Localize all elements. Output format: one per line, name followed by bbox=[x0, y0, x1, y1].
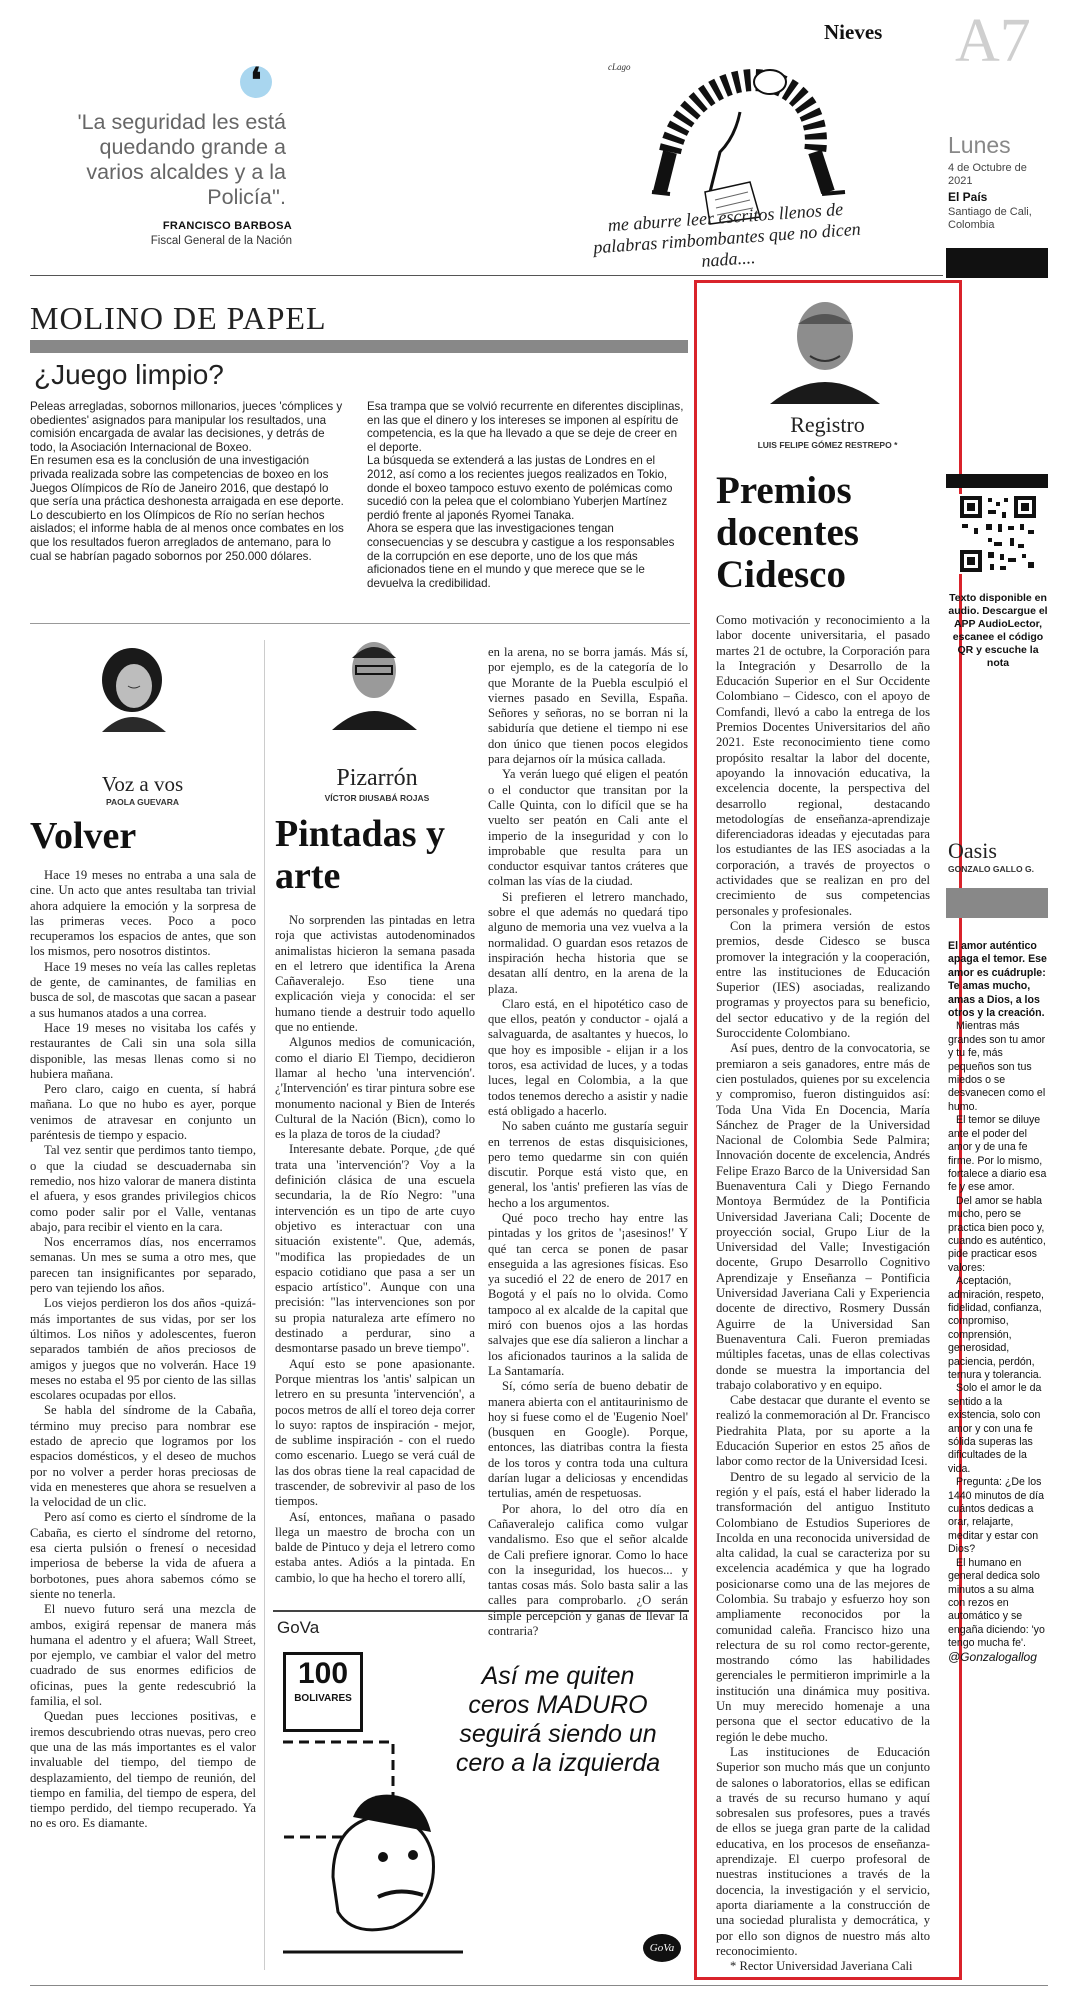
pintadas-paragraph: Algunos medios de comunicación, como el diario El Tiempo, decidieron llamar al hecho 'una intervención'. ¿'Intervención' es tirar pintura sobre ese monumento nacional y Bien de Interés Cultural de la Nación (Bicn), como lo es la plaza de toros de la ciudad? bbox=[275, 1035, 476, 1142]
gova-box bbox=[273, 1610, 689, 1965]
volver-author: PAOLA GUEVARA bbox=[105, 797, 180, 807]
pintadas-paragraph: Claro está, en el hipotético caso de que ellos, peatón y conductor - ojalá a salvaguarda, de asaltantes y huecos, lo que hoy es imposible - elijan ir a los toros, esa actividad de luces, y a todas luces, legal en Colombia, a la que todos tenemos derecho a asistir y nadie está obligado a hacerlo. bbox=[488, 996, 688, 1118]
oasis-paragraph: Aceptación, admiración, respeto, fidelidad, confianza, compromiso, comprensión, generosidad, paciencia, perdón, ternura y tolerancia. bbox=[948, 1275, 1044, 1381]
quote-role: Fiscal General de la Nación bbox=[150, 235, 292, 247]
gova-bill bbox=[283, 1652, 363, 1732]
page-number: A7 bbox=[955, 7, 1031, 75]
issue-date: 4 de Octubre de 2021 bbox=[948, 162, 1027, 187]
volver-paragraph: Hace 19 meses no veía las calles repletas de gente, de caminantes, de familias en busca de sol, de mascotas que sacan a pasear a sus humanos atados a una correa. bbox=[30, 959, 256, 1020]
volver-paragraph: Pero claro, caigo en cuenta, sí habrá mañana. Lo que no hubo es ayer, porque venimos de atravesar en conjunto un paréntesis de tiempo y espacio. bbox=[30, 1082, 256, 1143]
header-black-bar bbox=[946, 248, 1048, 278]
pintadas-body-col2 bbox=[488, 645, 688, 1639]
header-cartoon bbox=[560, 42, 890, 274]
volver-paragraph: Quedan pues lecciones positivas, e iremos descubriendo otras nuevas, pero creo que una de las más importantes es el valor invaluable del tiempo, del tiempo de desplazamiento, del tiempo de reunión, del tiempo en familia, del tiempo de espera, del tiempo perdido, del tiempo recuperado. Ya no es oro. Es diamante. bbox=[30, 1709, 256, 1831]
registro-headline: Premios docentes Cidesco bbox=[716, 469, 859, 596]
issue-day: Lunes bbox=[948, 132, 1011, 158]
molino-section-title: MOLINO DE PAPEL bbox=[30, 300, 327, 336]
pintadas-column-name: Pizarrón bbox=[336, 765, 418, 791]
registro-paragraph: Como motivación y reconocimiento a la labor docente universitaria, el pasado martes 21 de octubre, la Corporación para la Integración y Desarrollo de la Educación Superior en el Sur Occidente Colombiano – Cidesco, con el apoyo de Comfandi, llevó a cabo la entrega de los Premios Docentes Universitarios del año 2021. Este reconocimiento tiene como propósito resaltar la labor del docente, apoyando la innovación educativa, la excelencia docente, la perspectiva del desarrollo regional, destacando metodologías de enseñanza-aprendizaje diferenciadoras ideadas y ejecutadas para los estudiantes de las IES asociadas a la corporación, a través de proyectos o actividades que se realizan en pro del crecimiento de sus competencias personales y profesionales. bbox=[716, 613, 930, 918]
quote-icon: ❛ bbox=[240, 66, 272, 98]
luis-felipe-portrait bbox=[770, 286, 880, 404]
pintadas-paragraph: Por ahora, lo del otro día en Cañaveralejo califica como vulgar vandalismo. Eso que el señor alcalde de Cali prefiere ignorar. Como lo hace con la inseguridad, los huecos... y tantas cosas más. Solo basta salir a las calles para comprobarlo. ¿O serán simple percepción y ganas de llevar la contraria? bbox=[488, 1501, 688, 1638]
pintadas-paragraph: Así, entonces, mañana o pasado llega un maestro de brocha con un balde de Pintuco y deja el letrero como estaba antes. Adiós a la pintada. En cambio, lo que ha hecho el torero allí, bbox=[275, 1509, 475, 1585]
oasis-paragraph: El humano en general dedica solo minutos a su alma con rezos en automático y se engaña diciendo: 'yo tengo mucha fe'. bbox=[948, 1556, 1045, 1650]
registro-paragraph: Así pues, dentro de la convocatoria, se premiaron a seis ganadores, entre más de cien postulados, quienes por su excelencia y compromiso, fueron distinguidos así: Toda Una Vida En Docencia, María Sánchez de Prager de la Universidad Nacional de Colombia Sede Palmira; Innovación docente de excelencia, Andrés Felipe Erazo Barco de la Universidad San Buenaventura Cali y Diego Fernando Montoya Bermúdez de la Pontificia Universidad Javeriana Cali; Docente de proyección social, Grupo Liur de la Universidad del Valle; Investigación docente, Grupo Desarrollo Cognitivo Aprendizaje y Enseñanza – Pontificia Universidad Javeriana Cali y Experiencia docente de directivo, Rosmery Dussán Aguirre de la Universidad San Buenaventura Cali. Fueron premiadas múltiples facetas, unas de ellas colectivas donde se muestra la importancia del trabajo colaborativo y en equipo. bbox=[716, 1041, 930, 1392]
paper-city: Santiago de Cali, Colombia bbox=[948, 206, 1032, 231]
volver-body bbox=[30, 868, 256, 1832]
pintadas-paragraph: Aquí esto se pone apasionante. Porque mientras los 'antis' salpican un letrero en su presunta 'intervención', a pocos metros de allí el toreo deja correr lo suyo: raptos de inspiración - mejor, de sublime inspiración - con el ruedo como escenario. Luego se verá cuál de las dos obras tiene la real capacidad de trascender, de sobrevivir al paso de los tiempos. bbox=[275, 1356, 475, 1509]
column-divider bbox=[264, 640, 265, 1970]
gova-title: GoVa bbox=[277, 1618, 320, 1637]
pintadas-paragraph: Interesante debate. Porque, ¿de qué trata una 'intervención'? Voy a la definición clásica de una escuela secundaria, la de Río Negro: "una intervención es un tipo de arte cuyo objetivo es interactuar con una situación existente". Que, además, "modifica las propiedades de un espacio cotidiano que pasa a ser un espacio artístico". Aunque con una precisión: "las intervenciones son por su propia naturaleza arte efímero no destinado a perdurar, sino a desmontarse pasado un breve tiempo". bbox=[275, 1142, 475, 1356]
pintadas-paragraph: Qué poco trecho hay entre las pintadas y los gritos de '¡asesinos!' Y qué tan cerca se ponen de pasar enseguida a las agresiones físicas. Eso ya sucedió el 22 de enero de 2017 en Bogotá y el país no lo olvida. Como tampoco al ex alcalde de la capital que miró con buenos ojos a las hordas salvajes que ese día salieron a linchar a los aficionados taurinos a la salida de La Santamaría. bbox=[488, 1210, 688, 1378]
quote-author: FRANCISCO BARBOSA bbox=[162, 220, 292, 232]
volver-paragraph: Nos encerramos días, nos encerramos semanas. Un mes se suma a otro mes, que parecen tan insignificantes por separado, pero van tejiendo los años. bbox=[30, 1235, 256, 1296]
victor-diusaba-portrait bbox=[332, 630, 417, 730]
oasis-title: Oasis bbox=[948, 838, 997, 863]
volver-paragraph: Hace 19 meses no visitaba los cafés y restaurantes de Cali sin una sola silla disponible, las mesas llenas como si no hubiera mañana. bbox=[30, 1020, 256, 1081]
oasis-handle[interactable]: @Gonzalogallog bbox=[948, 1649, 1037, 1664]
registro-column-name: Registro bbox=[790, 412, 865, 437]
volver-column-name: Voz a vos bbox=[101, 772, 184, 796]
gova-speech: Así me quiten ceros MADURO seguirá siendo un cero a la izquierda bbox=[455, 1662, 661, 1777]
molino-gray-bar bbox=[30, 340, 688, 353]
header-divider bbox=[30, 275, 943, 276]
page-bottom-rule bbox=[30, 1985, 1048, 1986]
gova-bill-value: 100 bbox=[297, 1657, 349, 1690]
molino-headline: ¿Juego limpio? bbox=[34, 359, 224, 390]
cartoon-signature: cLago bbox=[608, 62, 631, 72]
registro-paragraph: Con la primera versión de estos premios, desde Cidesco se busca promover la integración y la cooperación, entre las instituciones de Educación Superior (IES) asociadas, realizando programas y proyectos para su beneficio, del sector educativo y de la región del Suroccidente Colombiano. bbox=[716, 918, 930, 1041]
volver-paragraph: Pero así como es cierto el síndrome de la Cabaña, es cierto el síndrome del retorno, esa cierta pulsión o frenesí o necesidad imperiosa de beberse la vida de afuera a borbotones, pues ahora sabemos cómo se siente no tenerla. bbox=[30, 1510, 256, 1601]
oasis-author: GONZALO GALLO G. bbox=[948, 864, 1034, 874]
header-quote-block bbox=[30, 60, 292, 260]
molino-col1: Peleas arregladas, sobornos millonarios, jueces 'cómplices y obedientes' asignados para manipular los resultados, una comisión encargada de avalar las decisiones, y detrás de todo, la Asociación Internacional de Boxeo. En resumen esa es la conclusión de una investigación privada realizada sobre las competencias de boxeo en los Juegos Olímpicos de Río de Janeiro 2016, que destapó lo que sería una práctica deshonesta arraigada en ese deporte. Lo descubierto en los Olímpicos de Río no serían hechos aislados; el informe habla de al menos once combates en los que los resultados fueron arreglados de antemano, para lo cual se habrían pagado sobornos por 250.000 dólares. bbox=[30, 400, 344, 563]
oasis-lead: El amor auténtico apaga el temor. Ese amor es cuádruple: Te amas mucho, amas a Dios, a los otros y la creación. bbox=[948, 940, 1047, 1020]
oasis-paragraph: Pregunta: ¿De los 1440 minutos de día cuántos dedicas a orar, relajarte, meditar y estar con Dios? bbox=[948, 1476, 1045, 1556]
pintadas-paragraph: Ya verán luego qué eligen el peatón o el conductor que transitan por la Calle Quinta, con lo difícil que se ha vuelto ser peatón en Cali ante el imperio de la inseguridad y con lo improbable que resulta para un conductor esquivar tantos cráteres que colman las vías de la ciudad. bbox=[488, 767, 688, 889]
molino-col2: Esa trampa que se volvió recurrente en diferentes disciplinas, en las que el dinero y los intereses se imponen al espíritu de competencia, es la que ha llevado a que se deje de creer en el deporte. La búsqueda se extenderá a las justas de Londres en el 2012, así como a los recientes juegos realizados en Tokio, donde el boxeo tampoco estuvo exento de polémicas como sucedió con la pelea que el colombiano Yuberjen Martínez perdió frente al japonés Ryomei Tanaka. Ahora se espera que las investigaciones tengan consecuencias y se descubra y castigue a los responsables de la corrupción en ese deporte, uno de los que más aficionados tiene en el mundo y que merece que se le devuelva la credibilidad. bbox=[367, 400, 684, 590]
pintadas-headline: Pintadas y arte bbox=[275, 813, 445, 897]
volver-paragraph: Hace 19 meses no entraba a una sala de cine. Un acto que antes resultaba tan trivial ahora adquiere la emoción y la sorpresa de las primeras veces. Poco a poco recuperamos los espacios de antes, que son los mismos, pero nosotros distintos. bbox=[30, 868, 256, 959]
registro-footnote: * Rector Universidad Javeriana Cali bbox=[730, 1959, 913, 1974]
volver-paragraph: Tal vez sentir que perdimos tanto tiempo, o que la ciudad se descuadernaba sin remedio, nos hizo valorar de manera distinta el afuera, y esos grandes privilegios chicos como poder salir por el Valle, ventanas abajo, para recibir el viento en la cara. bbox=[30, 1143, 256, 1234]
molino-bottom-rule bbox=[30, 623, 690, 624]
registro-author: LUIS FELIPE GÓMEZ RESTREPO * bbox=[757, 440, 898, 450]
gova-bill-text: BOLIVARES bbox=[294, 1693, 352, 1704]
gova-caricature bbox=[273, 1737, 473, 1957]
sidebar-top-bar bbox=[946, 474, 1048, 488]
registro-paragraph: Cabe destacar que durante el evento se realizó la conmemoración al Dr. Francisco Piedrahita Plata, por su aporte a la Educación Superior en estos 25 años de labor como rector de la Universidad Icesi. bbox=[716, 1393, 931, 1469]
registro-paragraph: Dentro de su legado al servicio de la región y el país, está el haber liderado la transformación del antiguo Instituto Colombiano de Estudios Superiores de Incolda en una reconocida universidad de alta calidad, la cual se caracteriza por su excelencia académica y que ha logrado posicionarse como una de las mejores de Colombia. Su trabajo y esfuerzo hoy son ampliamente reconocidos por la comunidad caleña. Francisco hizo una relectura de su rol como rector-gerente, mostrando cómo las habilidades gerenciales le permitieron imprimirle a la institución una dinámica muy positiva. Un muy merecido homenaje a una persona que el sector educativo de la región le debe mucho. bbox=[716, 1469, 930, 1744]
oasis-paragraph: Del amor se habla mucho, pero se practica bien poco y, cuando es auténtico, pide practicar esos valores: bbox=[948, 1194, 1046, 1274]
oasis-gray-bar bbox=[946, 888, 1048, 918]
pintadas-paragraph: No sorprenden las pintadas en letra roja que activistas autodenominados animalistas hicieron la semana pasada en el letrero que identifica la Arena Cañaveralejo. Eso tiene una explicación vieja y conocida: el ser humano tiende a destruir todo aquello que no entiende. bbox=[275, 913, 475, 1035]
section-label: Nieves bbox=[824, 20, 883, 44]
pintadas-paragraph: Sí, cómo sería de bueno debatir de manera abierta con el antitaurinismo de hoy si fuese como el de 'Eugenio Noel' (busquen en Google). Porque, entonces, las diatribas contra la fiesta de los toros y contra toda una cultura darían lugar a deliciosas y encendidas tertulias, amén de respetuosas. bbox=[488, 1379, 688, 1501]
volver-headline: Volver bbox=[30, 815, 137, 857]
paola-guevara-portrait bbox=[88, 640, 176, 732]
registro-paragraph: Las instituciones de Educación Superior son mucho más que un conjunto de salones o laboratorios, ellas se edifican a través de su recurso humano y aquí sobresalen sus profesores, pues a través de ellos se juega gran parte de la calidad educativa, en los procesos de enseñanza-aprendizaje. El cuerpo profesoral de nuestras instituciones a través de la docencia, la investigación y el servicio, aporta diariamente a la construcción de una sociedad pluralista y democrática, y por ello son dignos de nuestro más alto reconocimiento. bbox=[716, 1744, 930, 1958]
pintadas-paragraph: Si prefieren el letrero manchado, sobre el que además no quedará tipo alguno de memoria una vez vuelva a la normalidad. O guardan esos retazos de inspiración hecha historia que se desatan allí dentro, en la arena de la plaza. bbox=[488, 889, 688, 996]
pintadas-author: VÍCTOR DIUSABÁ ROJAS bbox=[324, 793, 430, 803]
volver-paragraph: El nuevo futuro será una mezcla de ambos, exigirá repensar de manera más humana el adentro y el afuera; Wall Street, por ejemplo, ve cambiar el valor del metro cuadrado de sus enormes edificios de oficinas, pues la gente redescubrió la familia, el sol. bbox=[30, 1602, 256, 1709]
oasis-paragraph: Solo el amor le da sentido a la existencia, solo con amor y con una fe sólida superas las dificultades de la vida. bbox=[948, 1382, 1042, 1475]
qr-code[interactable] bbox=[958, 494, 1038, 574]
paper-name: El País bbox=[948, 190, 988, 204]
oasis-paragraph: Mientras más grandes son tu amor y tu fe, más pequeños son tus miedos o se desvanecen como el humo. bbox=[948, 1020, 1046, 1113]
volver-paragraph: Se habla del síndrome de la Cabaña, término muy preciso para nombrar ese estado de aprecio que logramos por los espacios domésticos, y el deseo de muchos por no volver a perder horas preciosas de vida en menesteres que ahora se resuelven a la velocidad de un clic. bbox=[30, 1403, 256, 1510]
header-quote: 'La seguridad les está quedando grande a varios alcaldes y a la Policía''. bbox=[77, 110, 286, 209]
oasis-paragraph: El temor se diluye ante el poder del amor y de una fe firme. Por lo mismo, fortalece a diario esa fe y ese amor. bbox=[948, 1114, 1047, 1194]
pintadas-paragraph: No saben cuánto me gustaría seguir en terrenos de estas disquisiciones, pero temo quedarme sin con quién discutir. Porque está visto que, en general, los 'antis' prefieren las vías de hecho a los argumentos. bbox=[488, 1119, 688, 1210]
pintadas-paragraph: en la arena, no se borra jamás. Más sí, por ejemplo, es de la categoría de lo que Morante de la Puebla esculpió el viernes pasado en Sevilla, España. Señores y señoras, no se borran ni la sabiduría que detiene el tiempo ni ese don único que tienen pocos elegidos para dejarnos oír la música callada. bbox=[488, 645, 688, 767]
volver-paragraph: Los viejos perdieron los dos años -quizá- más importantes de sus vidas, por ser los últimos. Los niños y adolescentes, fueron separados también de años preciosos de amigos y juegos que no volverán. Hace 19 meses no estaba el 95 por ciento de las sillas escolares ocupadas por ellos. bbox=[30, 1296, 256, 1403]
qr-instructions: Texto disponible en audio. Descargue el APP AudioLector, escanee el código QR y escuche la nota bbox=[948, 592, 1048, 669]
gova-signature: GoVa bbox=[643, 1934, 681, 1962]
oasis-body bbox=[948, 940, 1048, 1664]
pintadas-body bbox=[275, 913, 475, 1586]
cartoon-caption: me aburre leer escritos llenos de palabras rimbombantes que no dicen nada.... bbox=[592, 198, 862, 271]
registro-body bbox=[716, 613, 930, 1974]
